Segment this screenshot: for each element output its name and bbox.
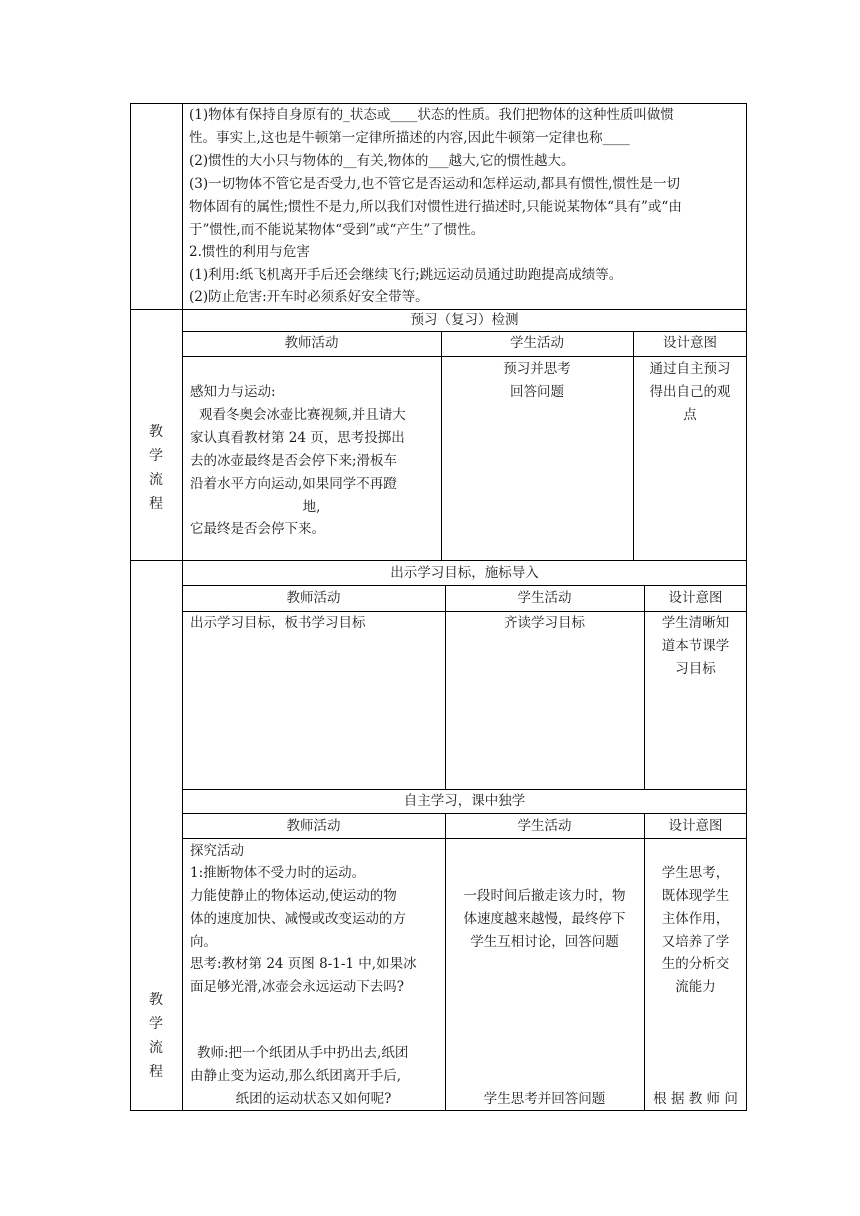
teacher-activity-text: 去的冰壶最终是否会停下来;滑板车 — [190, 453, 398, 469]
intro-line: 性。事实上,这也是牛顿第一定律所描述的内容,因此牛顿第一定律也称____ — [189, 130, 630, 146]
teacher-activity-text: 向。 — [190, 934, 217, 950]
header-student-activity: 学生活动 — [510, 335, 564, 351]
intro-line: (1)利用:纸飞机离开手后还会继续飞行;跳远运动员通过助跑提高成绩等。 — [189, 267, 623, 283]
intro-line: (1)物体有保持自身原有的_状态或____状态的性质。我们把物体的这种性质叫做惯 — [189, 107, 674, 123]
design-intent-text: 流能力 — [675, 979, 716, 995]
teacher-activity-text: 出示学习目标，板书学习目标 — [190, 615, 366, 631]
design-intent-text: 学生思考， — [661, 865, 730, 881]
teacher-activity-text: 1:推断物体不受力时的运动。 — [190, 865, 366, 881]
intro-line: (3)一切物体不管它是否受力,也不管它是否运动和怎样运动,都具有惯性,惯性是一切 — [189, 176, 680, 192]
header-design-intent: 设计意图 — [668, 590, 723, 606]
intro-line: (2)惯性的大小只与物体的__有关,物体的___越大,它的惯性越大。 — [189, 153, 575, 169]
rule — [182, 813, 747, 814]
teacher-activity-text: 它最终是否会停下来。 — [190, 521, 325, 537]
section-title: 出示学习目标，施标导入 — [390, 565, 539, 581]
teacher-activity-text: 家认真看教材第 24 页，思考投掷出 — [190, 430, 405, 446]
teacher-activity-text: 体的速度加快、减慢或改变运动的方 — [190, 911, 406, 927]
student-activity-text: 学生思考并回答问题 — [483, 1091, 606, 1107]
design-intent-text: 主体作用， — [661, 911, 730, 927]
design-intent-text: 生的分析交 — [661, 956, 730, 972]
student-activity-text: 齐读学习目标 — [504, 615, 585, 631]
intro-line: 2.惯性的利用与危害 — [189, 244, 310, 260]
design-intent-text: 点 — [683, 407, 697, 423]
design-intent-text: 通过自主预习 — [649, 361, 731, 377]
side-label-teaching-process: 教 学 流 程 — [149, 992, 163, 1080]
header-design-intent: 设计意图 — [663, 335, 717, 351]
teacher-activity-text: 观看冬奥会冰壶比赛视频,并且请大 — [199, 407, 406, 423]
student-activity-text: 预习并思考 — [503, 361, 571, 377]
rule — [182, 585, 747, 586]
teacher-activity-text: 思考:教材第 24 页图 8-1-1 中,如果冰 — [190, 956, 417, 972]
intro-line: 于”惯性,而不能说某物体“受到”或“产生”了惯性。 — [189, 222, 485, 238]
rule — [130, 560, 747, 561]
table-left-border — [130, 103, 131, 1111]
design-intent-text: 得出自己的观 — [649, 384, 731, 400]
header-teacher-activity: 教师活动 — [286, 818, 341, 834]
teacher-activity-text: 教师:把一个纸团从手中扔出去,纸团 — [197, 1045, 409, 1061]
design-intent-text: 学生清晰知 — [661, 615, 730, 631]
teacher-activity-text: 探究活动 — [190, 843, 244, 859]
header-student-activity: 学生活动 — [517, 590, 572, 606]
header-teacher-activity: 教师活动 — [286, 590, 341, 606]
teacher-activity-text: 沿着水平方向运动,如果同学不再蹬 — [190, 476, 397, 492]
design-intent-text: 习目标 — [675, 661, 716, 677]
rule — [445, 813, 446, 1111]
section-title: 预习（复习）检测 — [410, 312, 519, 328]
rule — [182, 838, 747, 839]
design-intent-text: 根 据 教 师 问 — [653, 1091, 738, 1107]
student-activity-text: 学生互相讨论，回答问题 — [470, 934, 619, 950]
design-intent-text: 既体现学生 — [661, 888, 730, 904]
teacher-activity-text: 感知力与运动: — [190, 384, 276, 400]
design-intent-text: 道本节课学 — [661, 638, 730, 654]
intro-line: (2)防止危害:开车时必须系好安全带等。 — [189, 289, 429, 305]
teacher-activity-text: 力能使静止的物体运动,使运动的物 — [190, 888, 397, 904]
header-teacher-activity: 教师活动 — [284, 335, 339, 351]
section-title: 自主学习，课中独学 — [403, 793, 526, 809]
teacher-activity-text: 面足够光滑,冰壶会永远运动下去吗? — [190, 979, 405, 995]
side-label-teaching-process: 教 学 流 程 — [149, 424, 163, 512]
student-activity-text: 回答问题 — [510, 384, 564, 400]
header-student-activity: 学生活动 — [517, 818, 572, 834]
rule — [182, 356, 747, 357]
student-activity-text: 一段时间后撤走该力时，物 — [463, 888, 626, 904]
student-activity-text: 体速度越来越慢，最终停下 — [463, 911, 626, 927]
design-intent-text: 又培养了学 — [661, 934, 730, 950]
teacher-activity-text: 由静止变为运动,那么纸团离开手后, — [190, 1068, 402, 1084]
intro-line: 物体固有的属性;惯性不是力,所以我们对惯性进行描述时,只能说某物体“具有”或“由 — [189, 199, 682, 215]
teacher-activity-text: 地, — [302, 499, 321, 515]
teacher-activity-text: 纸团的运动状态又如何呢? — [235, 1091, 392, 1107]
header-design-intent: 设计意图 — [668, 818, 723, 834]
